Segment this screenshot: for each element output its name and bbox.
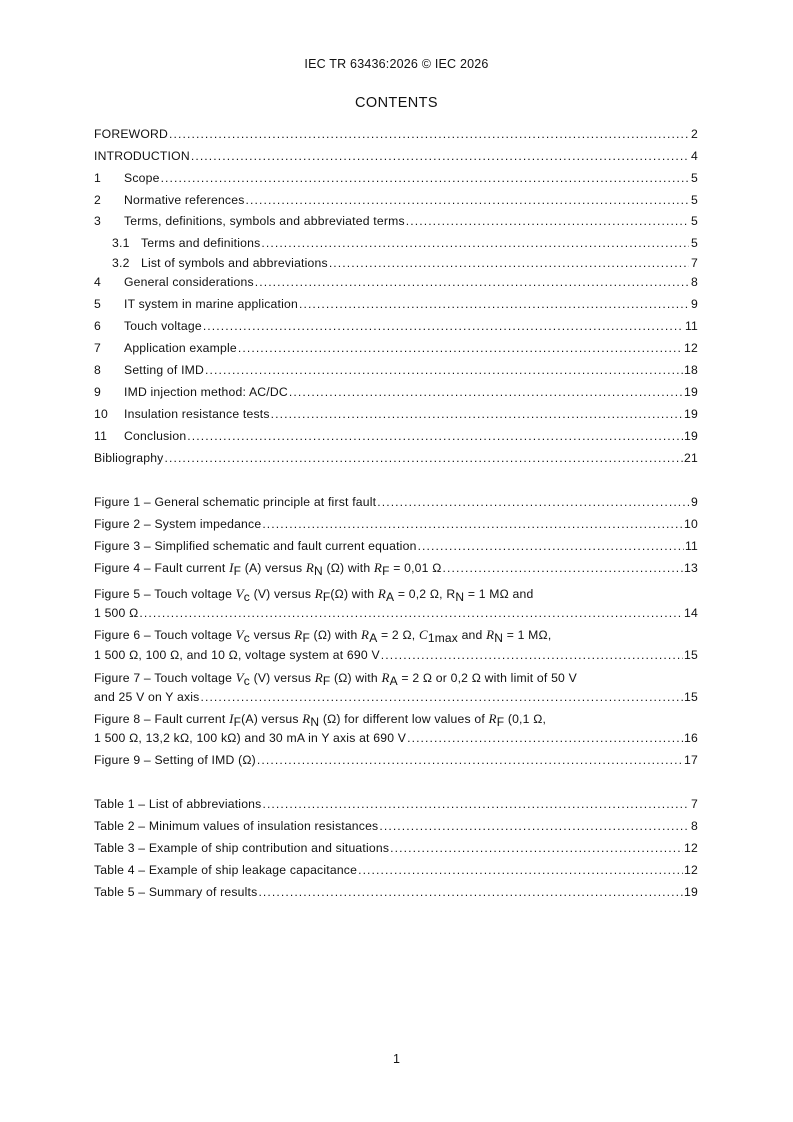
toc-table-5[interactable]: Table 5 – Summary of results ..... 19	[94, 884, 698, 900]
toc-entry-scope[interactable]: 1 Scope ..... 5	[94, 170, 698, 186]
toc-entry-insulation-tests[interactable]: 10 Insulation resistance tests ..... 19	[94, 406, 698, 422]
toc-entry-normative-references[interactable]: 2 Normative references ..... 5	[94, 192, 698, 208]
toc-table-3[interactable]: Table 3 – Example of ship contribution and situations ..... 12	[94, 840, 698, 856]
toc-entry-conclusion[interactable]: 11 Conclusion ..... 19	[94, 428, 698, 444]
toc-entry-introduction[interactable]: INTRODUCTION ..... 4	[94, 148, 698, 164]
toc-figure-9[interactable]: Figure 9 – Setting of IMD (Ω) ..... 17	[94, 752, 698, 768]
toc-figure-4[interactable]: Figure 4 – Fault current IF (A) versus RN (Ω) with RF = 0,01 Ω ..... 13	[94, 560, 698, 576]
contents-title: CONTENTS	[355, 95, 438, 111]
toc-table-4[interactable]: Table 4 – Example of ship leakage capacitance ..... 12	[94, 862, 698, 878]
toc-entry-setting-imd[interactable]: 8 Setting of IMD ..... 18	[94, 362, 698, 378]
toc-entry-touch-voltage[interactable]: 6 Touch voltage ..... 11	[94, 318, 698, 334]
document-header: IEC TR 63436:2026 © IEC 2026	[304, 57, 489, 71]
toc-entry-application-example[interactable]: 7 Application example ..... 12	[94, 340, 698, 356]
toc-entry-bibliography[interactable]: Bibliography ..... 21	[94, 450, 698, 466]
toc-entry-symbols[interactable]: 3.2 List of symbols and abbreviations ..... 7	[94, 255, 698, 271]
toc-entry-general-considerations[interactable]: 4 General considerations ..... 8	[94, 274, 698, 290]
toc-entry-foreword[interactable]: FOREWORD ..... 2	[94, 126, 698, 142]
toc-figure-3[interactable]: Figure 3 – Simplified schematic and fault current equation ..... 11	[94, 538, 698, 554]
toc-entry-terms[interactable]: 3 Terms, definitions, symbols and abbreviated terms ..... 5	[94, 213, 698, 229]
toc-entry-it-system[interactable]: 5 IT system in marine application ..... 9	[94, 296, 698, 312]
toc-figure-2[interactable]: Figure 2 – System impedance ..... 10	[94, 516, 698, 532]
toc-table-1[interactable]: Table 1 – List of abbreviations ..... 7	[94, 796, 698, 812]
page-number: 1	[393, 1052, 400, 1066]
toc-figure-1[interactable]: Figure 1 – General schematic principle at first fault ..... 9	[94, 494, 698, 510]
toc-table-2[interactable]: Table 2 – Minimum values of insulation resistances ..... 8	[94, 818, 698, 834]
toc-entry-terms-definitions[interactable]: 3.1 Terms and definitions ..... 5	[94, 235, 698, 251]
toc-entry-imd-injection[interactable]: 9 IMD injection method: AC/DC ..... 19	[94, 384, 698, 400]
